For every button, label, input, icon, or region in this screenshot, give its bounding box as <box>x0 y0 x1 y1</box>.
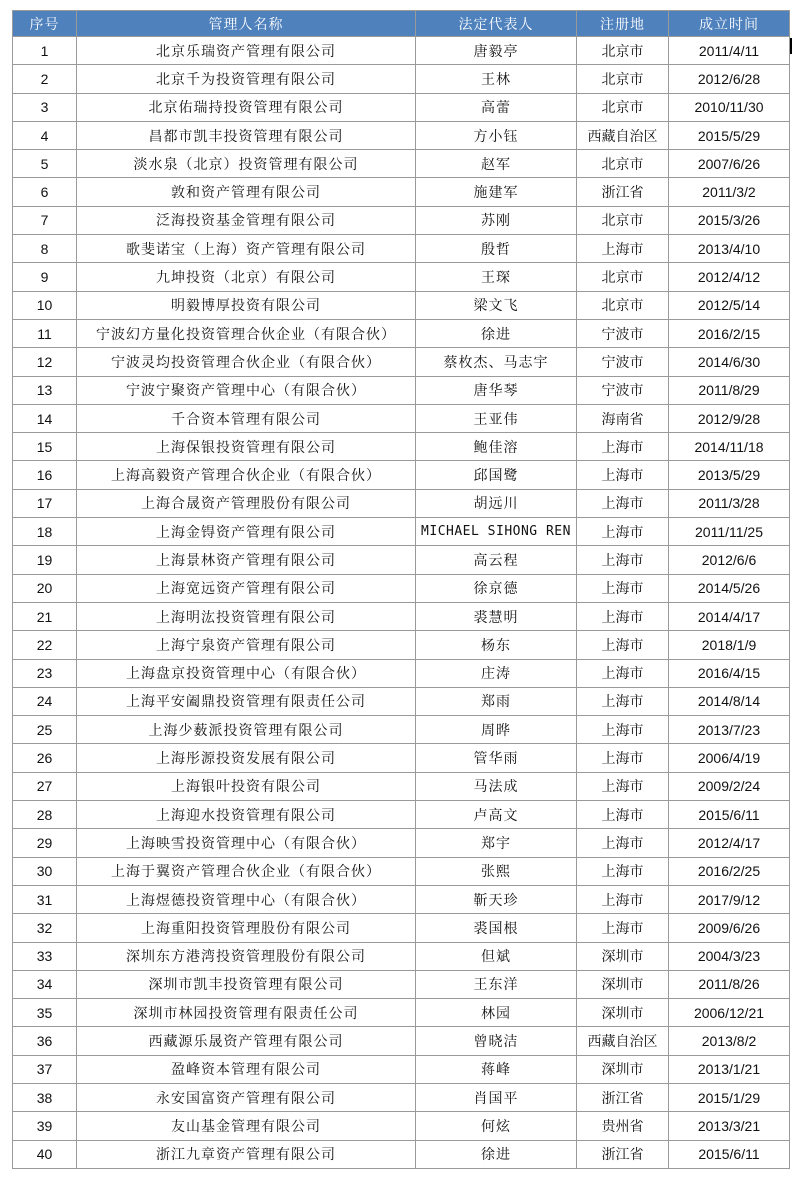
cell-legal-representative: 鲍佳溶 <box>416 433 577 461</box>
table-row <box>13 857 790 885</box>
cell-legal-representative: 肖国平 <box>416 1083 577 1111</box>
cell-manager-name: 上海保银投资管理有限公司 <box>77 433 416 461</box>
cell-registered-place: 海南省 <box>577 404 669 432</box>
cell-established-date: 2014/5/26 <box>669 574 790 602</box>
cell-established-date: 2013/1/21 <box>669 1055 790 1083</box>
table-row <box>13 546 790 574</box>
header-registered-place: 注册地 <box>577 11 669 37</box>
cell-index: 27 <box>13 772 77 800</box>
cell-registered-place: 北京市 <box>577 291 669 319</box>
cell-legal-representative: 梁文飞 <box>416 291 577 319</box>
cell-legal-representative: 高云程 <box>416 546 577 574</box>
cell-registered-place: 上海市 <box>577 602 669 630</box>
cell-legal-representative: 赵军 <box>416 150 577 178</box>
cell-legal-representative: 靳天珍 <box>416 885 577 913</box>
cell-registered-place: 宁波市 <box>577 348 669 376</box>
cell-legal-representative: 徐进 <box>416 319 577 347</box>
cell-index: 10 <box>13 291 77 319</box>
cell-registered-place: 西藏自治区 <box>577 1027 669 1055</box>
cell-index: 15 <box>13 433 77 461</box>
cell-manager-name: 上海金锝资产管理有限公司 <box>77 518 416 546</box>
cell-index: 32 <box>13 914 77 942</box>
cell-manager-name: 宁波幻方量化投资管理合伙企业（有限合伙） <box>77 319 416 347</box>
text-cursor <box>790 38 792 54</box>
cell-legal-representative: 胡远川 <box>416 489 577 517</box>
cell-index: 1 <box>13 37 77 65</box>
cell-index: 25 <box>13 716 77 744</box>
cell-established-date: 2011/4/11 <box>669 37 790 65</box>
cell-legal-representative: 王东洋 <box>416 970 577 998</box>
cell-established-date: 2014/8/14 <box>669 687 790 715</box>
cell-established-date: 2011/3/28 <box>669 489 790 517</box>
cell-established-date: 2010/11/30 <box>669 93 790 121</box>
cell-registered-place: 上海市 <box>577 461 669 489</box>
cell-registered-place: 上海市 <box>577 744 669 772</box>
cell-index: 14 <box>13 404 77 432</box>
header-manager-name: 管理人名称 <box>77 11 416 37</box>
table-row <box>13 65 790 93</box>
cell-registered-place: 宁波市 <box>577 319 669 347</box>
cell-registered-place: 西藏自治区 <box>577 121 669 149</box>
cell-registered-place: 宁波市 <box>577 376 669 404</box>
cell-established-date: 2009/6/26 <box>669 914 790 942</box>
cell-legal-representative: 唐毅亭 <box>416 37 577 65</box>
cell-index: 3 <box>13 93 77 121</box>
cell-index: 24 <box>13 687 77 715</box>
cell-legal-representative: 庄涛 <box>416 659 577 687</box>
cell-legal-representative: 徐进 <box>416 1140 577 1168</box>
cell-legal-representative: 林园 <box>416 999 577 1027</box>
cell-established-date: 2013/3/21 <box>669 1112 790 1140</box>
table-row <box>13 1112 790 1140</box>
cell-manager-name: 上海银叶投资有限公司 <box>77 772 416 800</box>
cell-index: 38 <box>13 1083 77 1111</box>
cell-legal-representative: 郑雨 <box>416 687 577 715</box>
cell-index: 4 <box>13 121 77 149</box>
cell-index: 39 <box>13 1112 77 1140</box>
cell-legal-representative: 方小钰 <box>416 121 577 149</box>
cell-manager-name: 永安国富资产管理有限公司 <box>77 1083 416 1111</box>
cell-index: 5 <box>13 150 77 178</box>
cell-manager-name: 上海宽远资产管理有限公司 <box>77 574 416 602</box>
cell-registered-place: 上海市 <box>577 518 669 546</box>
cell-registered-place: 北京市 <box>577 93 669 121</box>
cell-established-date: 2015/6/11 <box>669 1140 790 1168</box>
cell-established-date: 2006/12/21 <box>669 999 790 1027</box>
cell-legal-representative: 邱国鹭 <box>416 461 577 489</box>
cell-index: 2 <box>13 65 77 93</box>
table-row <box>13 829 790 857</box>
cell-legal-representative: 王琛 <box>416 263 577 291</box>
cell-manager-name: 盈峰资本管理有限公司 <box>77 1055 416 1083</box>
cell-legal-representative: 蔡枚杰、马志宇 <box>416 348 577 376</box>
table-row <box>13 687 790 715</box>
cell-index: 29 <box>13 829 77 857</box>
cell-established-date: 2013/4/10 <box>669 235 790 263</box>
table-row <box>13 121 790 149</box>
cell-registered-place: 北京市 <box>577 65 669 93</box>
cell-manager-name: 上海少薮派投资管理有限公司 <box>77 716 416 744</box>
cell-index: 17 <box>13 489 77 517</box>
cell-registered-place: 贵州省 <box>577 1112 669 1140</box>
cell-legal-representative: 卢高文 <box>416 801 577 829</box>
table-row <box>13 602 790 630</box>
cell-registered-place: 北京市 <box>577 263 669 291</box>
cell-established-date: 2016/2/15 <box>669 319 790 347</box>
cell-registered-place: 上海市 <box>577 574 669 602</box>
cell-manager-name: 歌斐诺宝（上海）资产管理有限公司 <box>77 235 416 263</box>
table-row <box>13 1055 790 1083</box>
cell-manager-name: 上海明汯投资管理有限公司 <box>77 602 416 630</box>
cell-manager-name: 上海合晟资产管理股份有限公司 <box>77 489 416 517</box>
cell-manager-name: 宁波灵均投资管理合伙企业（有限合伙） <box>77 348 416 376</box>
table-row <box>13 659 790 687</box>
cell-manager-name: 北京乐瑞资产管理有限公司 <box>77 37 416 65</box>
table-row <box>13 206 790 234</box>
cell-manager-name: 上海宁泉资产管理有限公司 <box>77 631 416 659</box>
cell-registered-place: 深圳市 <box>577 1055 669 1083</box>
cell-manager-name: 上海彤源投资发展有限公司 <box>77 744 416 772</box>
cell-established-date: 2015/5/29 <box>669 121 790 149</box>
cell-index: 9 <box>13 263 77 291</box>
header-legal-representative: 法定代表人 <box>416 11 577 37</box>
cell-index: 23 <box>13 659 77 687</box>
table-row <box>13 433 790 461</box>
cell-manager-name: 上海高毅资产管理合伙企业（有限合伙） <box>77 461 416 489</box>
cell-registered-place: 深圳市 <box>577 970 669 998</box>
cell-legal-representative: 但斌 <box>416 942 577 970</box>
cell-legal-representative: 张熙 <box>416 857 577 885</box>
cell-manager-name: 友山基金管理有限公司 <box>77 1112 416 1140</box>
cell-manager-name: 上海映雪投资管理中心（有限合伙） <box>77 829 416 857</box>
table-row <box>13 1027 790 1055</box>
cell-legal-representative: 唐华琴 <box>416 376 577 404</box>
cell-established-date: 2013/5/29 <box>669 461 790 489</box>
cell-registered-place: 上海市 <box>577 433 669 461</box>
cell-established-date: 2017/9/12 <box>669 885 790 913</box>
cell-established-date: 2018/1/9 <box>669 631 790 659</box>
table-row <box>13 263 790 291</box>
cell-manager-name: 泛海投资基金管理有限公司 <box>77 206 416 234</box>
cell-registered-place: 上海市 <box>577 857 669 885</box>
table-row <box>13 1083 790 1111</box>
table-row <box>13 291 790 319</box>
table-row <box>13 914 790 942</box>
cell-index: 31 <box>13 885 77 913</box>
cell-index: 28 <box>13 801 77 829</box>
cell-manager-name: 深圳市林园投资管理有限责任公司 <box>77 999 416 1027</box>
cell-legal-representative: 曾晓洁 <box>416 1027 577 1055</box>
cell-index: 33 <box>13 942 77 970</box>
cell-established-date: 2009/2/24 <box>669 772 790 800</box>
cell-established-date: 2014/6/30 <box>669 348 790 376</box>
cell-established-date: 2014/4/17 <box>669 602 790 630</box>
cell-registered-place: 上海市 <box>577 772 669 800</box>
cell-established-date: 2014/11/18 <box>669 433 790 461</box>
cell-manager-name: 上海盘京投资管理中心（有限合伙） <box>77 659 416 687</box>
cell-legal-representative: 苏刚 <box>416 206 577 234</box>
cell-legal-representative: 杨东 <box>416 631 577 659</box>
cell-legal-representative: 周晔 <box>416 716 577 744</box>
cell-manager-name: 淡水泉（北京）投资管理有限公司 <box>77 150 416 178</box>
cell-index: 11 <box>13 319 77 347</box>
cell-legal-representative: 管华雨 <box>416 744 577 772</box>
table-row <box>13 235 790 263</box>
table-row <box>13 744 790 772</box>
cell-registered-place: 深圳市 <box>577 999 669 1027</box>
cell-registered-place: 浙江省 <box>577 1140 669 1168</box>
table-row <box>13 970 790 998</box>
cell-established-date: 2012/5/14 <box>669 291 790 319</box>
cell-registered-place: 上海市 <box>577 631 669 659</box>
manager-table-container <box>12 10 789 1169</box>
table-row <box>13 942 790 970</box>
cell-legal-representative: 裘慧明 <box>416 602 577 630</box>
cell-registered-place: 上海市 <box>577 489 669 517</box>
table-row <box>13 631 790 659</box>
cell-registered-place: 上海市 <box>577 546 669 574</box>
cell-index: 30 <box>13 857 77 885</box>
cell-index: 20 <box>13 574 77 602</box>
cell-registered-place: 上海市 <box>577 914 669 942</box>
cell-manager-name: 上海迎水投资管理有限公司 <box>77 801 416 829</box>
cell-index: 7 <box>13 206 77 234</box>
cell-established-date: 2012/9/28 <box>669 404 790 432</box>
cell-manager-name: 上海景林资产管理有限公司 <box>77 546 416 574</box>
cell-manager-name: 西藏源乐晟资产管理有限公司 <box>77 1027 416 1055</box>
cell-manager-name: 昌都市凯丰投资管理有限公司 <box>77 121 416 149</box>
cell-established-date: 2011/11/25 <box>669 518 790 546</box>
cell-legal-representative: 王林 <box>416 65 577 93</box>
cell-manager-name: 千合资本管理有限公司 <box>77 404 416 432</box>
cell-index: 40 <box>13 1140 77 1168</box>
cell-established-date: 2012/6/6 <box>669 546 790 574</box>
header-index: 序号 <box>13 11 77 37</box>
cell-registered-place: 浙江省 <box>577 1083 669 1111</box>
cell-established-date: 2015/6/11 <box>669 801 790 829</box>
cell-index: 16 <box>13 461 77 489</box>
cell-index: 34 <box>13 970 77 998</box>
table-row <box>13 93 790 121</box>
cell-manager-name: 九坤投资（北京）有限公司 <box>77 263 416 291</box>
table-row <box>13 376 790 404</box>
cell-registered-place: 北京市 <box>577 206 669 234</box>
cell-registered-place: 北京市 <box>577 37 669 65</box>
cell-legal-representative: 王亚伟 <box>416 404 577 432</box>
table-body <box>13 37 790 1169</box>
header-established-date: 成立时间 <box>669 11 790 37</box>
manager-table <box>12 10 790 1169</box>
cell-legal-representative: 蒋峰 <box>416 1055 577 1083</box>
cell-registered-place: 北京市 <box>577 150 669 178</box>
cell-index: 37 <box>13 1055 77 1083</box>
table-row <box>13 518 790 546</box>
cell-index: 26 <box>13 744 77 772</box>
cell-established-date: 2011/3/2 <box>669 178 790 206</box>
cell-legal-representative: 殷哲 <box>416 235 577 263</box>
cell-index: 18 <box>13 518 77 546</box>
cell-manager-name: 宁波宁聚资产管理中心（有限合伙） <box>77 376 416 404</box>
cell-registered-place: 上海市 <box>577 829 669 857</box>
cell-established-date: 2007/6/26 <box>669 150 790 178</box>
cell-registered-place: 上海市 <box>577 235 669 263</box>
cell-index: 22 <box>13 631 77 659</box>
cell-established-date: 2012/4/12 <box>669 263 790 291</box>
cell-legal-representative: 施建军 <box>416 178 577 206</box>
cell-registered-place: 上海市 <box>577 716 669 744</box>
table-row <box>13 37 790 65</box>
table-row <box>13 999 790 1027</box>
table-row <box>13 489 790 517</box>
cell-index: 35 <box>13 999 77 1027</box>
cell-manager-name: 上海重阳投资管理股份有限公司 <box>77 914 416 942</box>
cell-established-date: 2004/3/23 <box>669 942 790 970</box>
cell-manager-name: 深圳东方港湾投资管理股份有限公司 <box>77 942 416 970</box>
table-row <box>13 461 790 489</box>
table-row <box>13 150 790 178</box>
cell-registered-place: 上海市 <box>577 885 669 913</box>
cell-index: 36 <box>13 1027 77 1055</box>
cell-index: 19 <box>13 546 77 574</box>
cell-index: 12 <box>13 348 77 376</box>
cell-legal-representative: 高蕾 <box>416 93 577 121</box>
table-row <box>13 178 790 206</box>
cell-registered-place: 上海市 <box>577 659 669 687</box>
table-row <box>13 801 790 829</box>
cell-manager-name: 深圳市凯丰投资管理有限公司 <box>77 970 416 998</box>
cell-legal-representative: 马法成 <box>416 772 577 800</box>
cell-established-date: 2011/8/26 <box>669 970 790 998</box>
cell-established-date: 2012/4/17 <box>669 829 790 857</box>
cell-manager-name: 浙江九章资产管理有限公司 <box>77 1140 416 1168</box>
cell-registered-place: 深圳市 <box>577 942 669 970</box>
cell-manager-name: 北京佑瑞持投资管理有限公司 <box>77 93 416 121</box>
cell-legal-representative: 徐京德 <box>416 574 577 602</box>
cell-established-date: 2006/4/19 <box>669 744 790 772</box>
cell-registered-place: 上海市 <box>577 687 669 715</box>
table-header <box>13 11 790 37</box>
table-row <box>13 348 790 376</box>
cell-established-date: 2015/3/26 <box>669 206 790 234</box>
cell-established-date: 2011/8/29 <box>669 376 790 404</box>
cell-index: 21 <box>13 602 77 630</box>
table-row <box>13 404 790 432</box>
cell-registered-place: 上海市 <box>577 801 669 829</box>
cell-legal-representative: 郑宇 <box>416 829 577 857</box>
header-row <box>13 11 790 37</box>
cell-established-date: 2013/8/2 <box>669 1027 790 1055</box>
table-row <box>13 574 790 602</box>
cell-legal-representative: MICHAEL SIHONG REN <box>416 518 577 546</box>
cell-index: 6 <box>13 178 77 206</box>
table-row <box>13 772 790 800</box>
cell-manager-name: 明毅博厚投资有限公司 <box>77 291 416 319</box>
cell-manager-name: 上海于翼资产管理合伙企业（有限合伙） <box>77 857 416 885</box>
cell-established-date: 2016/4/15 <box>669 659 790 687</box>
cell-manager-name: 上海煜德投资管理中心（有限合伙） <box>77 885 416 913</box>
table-row <box>13 716 790 744</box>
cell-manager-name: 北京千为投资管理有限公司 <box>77 65 416 93</box>
cell-established-date: 2012/6/28 <box>669 65 790 93</box>
cell-index: 8 <box>13 235 77 263</box>
table-row <box>13 885 790 913</box>
cell-manager-name: 敦和资产管理有限公司 <box>77 178 416 206</box>
cell-registered-place: 浙江省 <box>577 178 669 206</box>
cell-index: 13 <box>13 376 77 404</box>
cell-established-date: 2013/7/23 <box>669 716 790 744</box>
table-row <box>13 1140 790 1168</box>
cell-legal-representative: 何炫 <box>416 1112 577 1140</box>
cell-manager-name: 上海平安阖鼎投资管理有限责任公司 <box>77 687 416 715</box>
cell-established-date: 2016/2/25 <box>669 857 790 885</box>
cell-established-date: 2015/1/29 <box>669 1083 790 1111</box>
table-row <box>13 319 790 347</box>
cell-legal-representative: 裘国根 <box>416 914 577 942</box>
